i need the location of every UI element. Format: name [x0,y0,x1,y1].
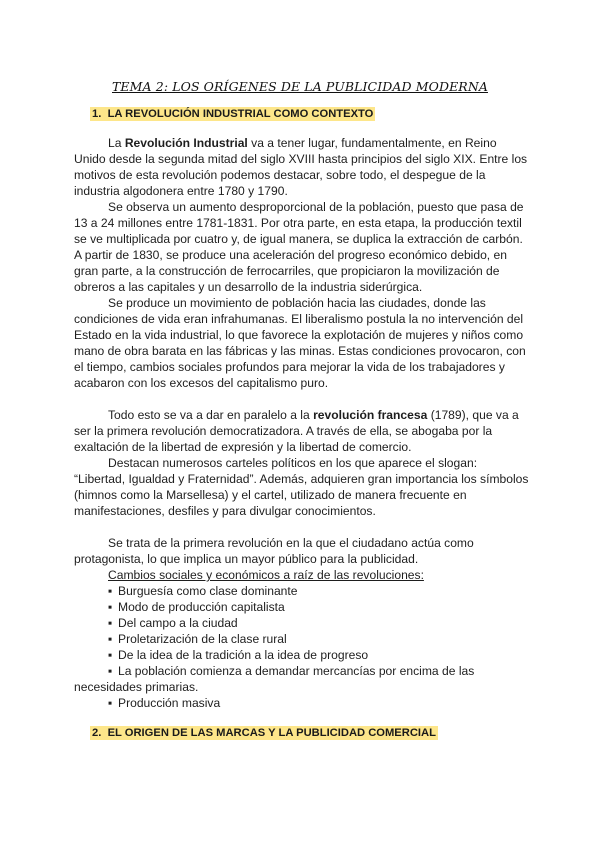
paragraph-4-rest: (1789), que va a ser la primera revolución democratizadora. A través de ella, se abogaba por la exaltación de la libertad de expresión y la libertad de comercio. [74,408,519,454]
bullet-icon: ▪ [108,616,113,630]
list-item [108,599,530,615]
bullet-icon: ▪ [108,600,113,614]
paragraph-4 [74,407,530,455]
section-heading-1-highlight [90,107,375,121]
paragraph-3: Se produce un movimiento de población hacia las ciudades, donde las condiciones de vida eran infrahumanas. El liberalismo postula la no intervención del Estado en la vida industrial, lo que favorece la explotación de mujeres y niños como mano de obra barata en las fábricas y las minas. Estas condiciones provocaron, con el tiempo, cambios sociales profundos para mejorar la vida de los trabajadores y acabaron con los excesos del capitalismo puro. [74,296,526,390]
list-item-text: Producción masiva [118,696,221,710]
list-item-text: La población comienza a demandar mercancías por encima de las necesidades primarias. [74,664,475,694]
section-number-2: 2. [92,727,102,739]
paragraph-6: Se trata de la primera revolución en la que el ciudadano actúa como protagonista, lo que implica un mayor público para la publicidad. [74,536,474,566]
bullet-icon: ▪ [108,696,113,710]
list-item-text: Modo de producción capitalista [118,600,285,614]
list-item [108,583,530,599]
list-item [108,695,530,711]
paragraph-gap [74,391,530,407]
list-item-text: Del campo a la ciudad [118,616,238,630]
bullet-icon: ▪ [108,648,113,662]
paragraph-1-intro: La [108,136,125,150]
bullet-icon: ▪ [108,632,113,646]
document-body [74,135,530,711]
page-title: TEMA 2: LOS ORÍGENES DE LA PUBLICIDAD MODERNA [112,79,488,94]
section-heading-2 [90,727,438,739]
list-item-text: Proletarización de la clase rural [118,632,287,646]
section-heading-2-text: EL ORIGEN DE LAS MARCAS Y LA PUBLICIDAD COMERCIAL [107,727,436,739]
section-heading-2-highlight [90,726,438,740]
paragraph-4-intro: Todo esto se va a dar en paralelo a la [108,408,314,422]
list-item [108,647,530,663]
paragraph-5: Destacan numerosos carteles políticos en los que aparece el slogan: “Libertad, Igualdad y Fraternidad”. Además, adquieren gran importancia los símbolos (himnos como la Marsellesa) y el cartel, utilizado de manera frecuente en manifestaciones, desfiles y para divulgar conocimientos. [74,456,529,518]
paragraph-1-rest: va a tener lugar, fundamentalmente, en Reino Unido desde la segunda mitad del siglo XVIII hasta principios del siglo XIX. Entre los motivos de esta revolución podemos destacar, sobre todo, el despegue de la industria algodonera entre 1780 y 1790. [74,136,528,198]
paragraph-gap [74,519,530,535]
list-item [108,615,530,631]
paragraph-1-bold: Revolución Industrial [124,136,248,150]
list-item-text: De la idea de la tradición a la idea de progreso [118,648,369,662]
section-number-1: 1. [92,108,102,120]
section-heading-1 [90,108,375,120]
section-heading-1-text: LA REVOLUCIÓN INDUSTRIAL COMO CONTEXTO [107,108,374,120]
bullet-icon: ▪ [108,584,113,598]
paragraph-4-bold: revolución francesa [313,408,428,422]
list-title: Cambios sociales y económicos a raíz de las revoluciones: [108,568,424,582]
list-item [74,663,530,695]
paragraph-2: Se observa un aumento desproporcional de la población, puesto que pasa de 13 a 24 millones entre 1781-1831. Por otra parte, en esta etapa, la producción textil se ve multiplicada por cuatro y, de igual manera, se duplica la extracción de carbón. A partir de 1830, se produce una aceleración del progreso económico debido, en gran parte, a la construcción de ferrocarriles, que propiciaron la movilización de obreros a las capitales y un desarrollo de la industria siderúrgica. [74,200,524,294]
list-item [108,631,530,647]
paragraph-1 [74,135,530,199]
bullet-icon: ▪ [108,664,113,678]
list-item-text: Burguesía como clase dominante [118,584,298,598]
